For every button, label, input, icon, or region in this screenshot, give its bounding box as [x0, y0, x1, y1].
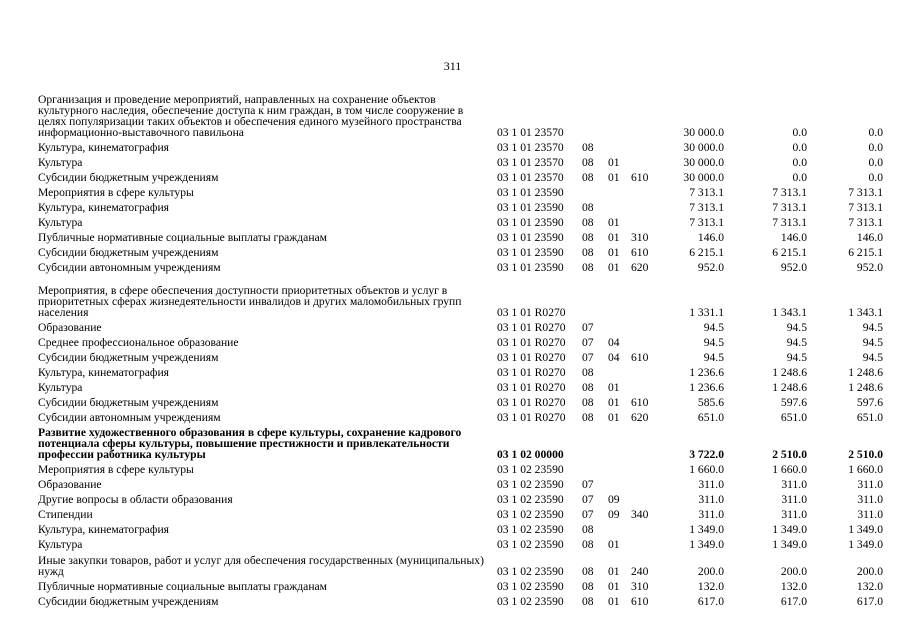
table-row	[0, 505, 905, 520]
row-value-3: 1 248.6	[848, 365, 883, 379]
table-row	[0, 592, 905, 607]
row-expense-type: 610	[631, 245, 649, 259]
row-value-1: 1 331.1	[689, 305, 724, 319]
table-row	[0, 228, 905, 243]
row-value-3: 952.0	[856, 260, 883, 274]
table-row	[0, 318, 905, 333]
row-code: 03 1 01 23570	[497, 170, 564, 184]
row-value-2: 1 343.1	[772, 305, 807, 319]
row-value-3: 311.0	[857, 507, 883, 521]
row-value-3: 0.0	[868, 140, 883, 154]
row-name: Культура, кинематография	[38, 365, 169, 379]
row-code: 03 1 01 23590	[497, 260, 564, 274]
row-code: 03 1 02 23590	[497, 492, 564, 506]
row-value-1: 132.0	[697, 579, 724, 593]
row-section: 07	[582, 350, 594, 364]
row-name: Иные закупки товаров, работ и услуг для обеспечения государственных (муниципальных) нужд	[38, 553, 484, 578]
row-section: 08	[582, 594, 594, 608]
row-expense-type: 340	[631, 507, 649, 521]
row-value-1: 6 215.1	[689, 245, 724, 259]
row-value-3: 6 215.1	[848, 245, 883, 259]
row-value-3: 146.0	[856, 230, 883, 244]
row-value-2: 311.0	[781, 477, 807, 491]
row-name: Мероприятия, в сфере обеспечения доступности приоритетных объектов и услуг в приоритетных сферах жизнедеятельности инвалидов и других маломобильных групп населения	[38, 283, 462, 319]
row-section: 08	[582, 245, 594, 259]
row-value-2: 1 248.6	[772, 365, 807, 379]
row-section: 08	[582, 200, 594, 214]
row-expense-type: 620	[631, 410, 649, 424]
row-code: 03 1 01 R0270	[497, 350, 566, 364]
row-code: 03 1 01 23570	[497, 155, 564, 169]
row-value-2: 617.0	[780, 594, 807, 608]
row-value-3: 94.5	[862, 350, 883, 364]
row-code: 03 1 01 23590	[497, 230, 564, 244]
table-row	[0, 577, 905, 592]
table-row	[0, 550, 905, 577]
row-value-1: 1 236.6	[689, 380, 724, 394]
row-value-3: 1 248.6	[848, 380, 883, 394]
row-value-2: 0.0	[792, 155, 807, 169]
row-value-2: 0.0	[792, 170, 807, 184]
row-subsection: 01	[608, 380, 620, 394]
row-value-3: 94.5	[862, 320, 883, 334]
row-subsection: 09	[608, 492, 620, 506]
row-name: Публичные нормативные социальные выплаты гражданам	[38, 230, 327, 244]
row-name: Субсидии автономным учреждениям	[38, 410, 221, 424]
row-section: 08	[582, 395, 594, 409]
row-subsection: 01	[608, 230, 620, 244]
table-row	[0, 333, 905, 348]
row-value-3: 7 313.1	[848, 185, 883, 199]
row-name: Субсидии бюджетным учреждениям	[38, 594, 219, 608]
row-name: Субсидии бюджетным учреждениям	[38, 350, 219, 364]
row-name: Культура	[38, 155, 83, 169]
row-value-3: 132.0	[856, 579, 883, 593]
row-code: 03 1 01 23590	[497, 185, 564, 199]
row-value-2: 651.0	[780, 410, 807, 424]
row-value-3: 651.0	[856, 410, 883, 424]
row-name: Субсидии автономным учреждениям	[38, 260, 221, 274]
row-value-2: 6 215.1	[772, 245, 807, 259]
row-value-3: 7 313.1	[848, 200, 883, 214]
row-name: Субсидии бюджетным учреждениям	[38, 395, 219, 409]
row-subsection: 01	[608, 579, 620, 593]
row-section: 07	[582, 507, 594, 521]
row-subsection: 04	[608, 350, 620, 364]
row-section: 07	[582, 492, 594, 506]
row-name: Мероприятия в сфере культуры	[38, 185, 194, 199]
table-row	[0, 273, 905, 318]
row-value-3: 0.0	[868, 126, 883, 139]
row-subsection: 01	[608, 155, 620, 169]
row-name: Развитие художественного образования в сфере культуры, сохранение кадрового потенциала сферы культуры, повышение престижности и привлекательности профессии работника культуры	[38, 425, 462, 461]
row-section: 08	[582, 537, 594, 551]
row-section: 08	[582, 215, 594, 229]
row-name: Культура, кинематография	[38, 200, 169, 214]
row-code: 03 1 01 R0270	[497, 320, 566, 334]
row-value-2: 952.0	[780, 260, 807, 274]
row-value-2: 1 349.0	[772, 537, 807, 551]
table-row	[0, 198, 905, 213]
row-expense-type: 240	[631, 564, 649, 578]
row-name: Другие вопросы в области образования	[38, 492, 233, 506]
row-value-3: 311.0	[857, 477, 883, 491]
table-row	[0, 82, 905, 138]
row-section: 08	[582, 260, 594, 274]
row-value-1: 30 000.0	[683, 170, 724, 184]
row-expense-type: 310	[631, 230, 649, 244]
row-subsection: 01	[608, 245, 620, 259]
row-code: 03 1 01 23590	[497, 215, 564, 229]
row-name: Субсидии бюджетным учреждениям	[38, 245, 219, 259]
row-name: Среднее профессиональное образование	[38, 335, 239, 349]
row-value-1: 585.6	[697, 395, 724, 409]
row-value-3: 617.0	[856, 594, 883, 608]
table-row	[0, 138, 905, 153]
row-subsection: 01	[608, 215, 620, 229]
row-section: 08	[582, 410, 594, 424]
row-code: 03 1 01 23590	[497, 245, 564, 259]
row-name: Публичные нормативные социальные выплаты гражданам	[38, 579, 327, 593]
row-value-3: 1 660.0	[848, 462, 883, 476]
row-code: 03 1 02 23590	[497, 522, 564, 536]
row-value-1: 1 349.0	[689, 537, 724, 551]
row-value-2: 94.5	[786, 320, 807, 334]
row-value-1: 7 313.1	[689, 215, 724, 229]
row-value-1: 617.0	[697, 594, 724, 608]
row-value-2: 7 313.1	[772, 200, 807, 214]
row-value-1: 3 722.0	[689, 447, 724, 461]
row-value-3: 0.0	[868, 155, 883, 169]
row-code: 03 1 02 23590	[497, 507, 564, 521]
table-row	[0, 153, 905, 168]
table-row	[0, 213, 905, 228]
table-row-section-header	[0, 423, 905, 460]
row-code: 03 1 01 23570	[497, 126, 564, 139]
row-section: 07	[582, 335, 594, 349]
row-section: 08	[582, 365, 594, 379]
table-row	[0, 243, 905, 258]
row-value-3: 1 349.0	[848, 537, 883, 551]
row-value-2: 1 248.6	[772, 380, 807, 394]
row-code: 03 1 01 23570	[497, 140, 564, 154]
row-code: 03 1 01 R0270	[497, 335, 566, 349]
row-value-1: 1 660.0	[689, 462, 724, 476]
row-value-1: 7 313.1	[689, 200, 724, 214]
table-row	[0, 363, 905, 378]
row-value-1: 311.0	[698, 492, 724, 506]
row-section: 08	[582, 380, 594, 394]
row-value-1: 94.5	[703, 320, 724, 334]
row-value-2: 132.0	[780, 579, 807, 593]
row-subsection: 01	[608, 170, 620, 184]
row-section: 07	[582, 320, 594, 334]
row-value-1: 952.0	[697, 260, 724, 274]
row-value-1: 7 313.1	[689, 185, 724, 199]
row-name: Образование	[38, 320, 102, 334]
row-value-1: 651.0	[697, 410, 724, 424]
row-name: Культура	[38, 380, 83, 394]
row-value-3: 1 343.1	[848, 305, 883, 319]
row-value-2: 0.0	[792, 140, 807, 154]
row-value-2: 597.6	[780, 395, 807, 409]
row-value-3: 7 313.1	[848, 215, 883, 229]
row-name: Организация и проведение мероприятий, направленных на сохранение объектов культурного наследия, обеспечение доступа к ним граждан, в том числе сооружение в целях популяризации таких объектов и обеспечения единого музейного пространства информационно-выставочного павильона	[38, 93, 464, 139]
row-code: 03 1 01 R0270	[497, 305, 566, 319]
row-name: Мероприятия в сфере культуры	[38, 462, 194, 476]
row-value-1: 1 236.6	[689, 365, 724, 379]
row-subsection: 01	[608, 410, 620, 424]
row-value-2: 94.5	[786, 350, 807, 364]
row-value-2: 311.0	[781, 492, 807, 506]
row-section: 08	[582, 140, 594, 154]
row-expense-type: 310	[631, 579, 649, 593]
row-value-2: 7 313.1	[772, 215, 807, 229]
row-section: 08	[582, 522, 594, 536]
table-row	[0, 258, 905, 273]
row-subsection: 04	[608, 335, 620, 349]
row-section: 08	[582, 170, 594, 184]
row-code: 03 1 02 23590	[497, 537, 564, 551]
row-expense-type: 610	[631, 350, 649, 364]
row-value-1: 30 000.0	[683, 155, 724, 169]
row-section: 08	[582, 564, 594, 578]
budget-table	[0, 82, 905, 607]
row-section: 07	[582, 477, 594, 491]
row-code: 03 1 02 23590	[497, 462, 564, 476]
row-code: 03 1 02 23590	[497, 477, 564, 491]
row-value-2: 0.0	[792, 126, 807, 139]
table-row	[0, 183, 905, 198]
row-value-1: 311.0	[698, 507, 724, 521]
row-value-1: 200.0	[697, 564, 724, 578]
row-value-3: 597.6	[856, 395, 883, 409]
row-value-1: 146.0	[697, 230, 724, 244]
table-row	[0, 535, 905, 550]
row-value-2: 146.0	[780, 230, 807, 244]
row-subsection: 01	[608, 260, 620, 274]
row-name: Образование	[38, 477, 102, 491]
row-value-1: 94.5	[703, 350, 724, 364]
table-row	[0, 348, 905, 363]
row-code: 03 1 01 R0270	[497, 410, 566, 424]
row-value-2: 1 349.0	[772, 522, 807, 536]
table-row	[0, 168, 905, 183]
row-section: 08	[582, 155, 594, 169]
row-name: Культура	[38, 537, 83, 551]
row-name: Культура, кинематография	[38, 522, 169, 536]
table-row	[0, 490, 905, 505]
row-value-2: 2 510.0	[772, 447, 807, 461]
row-name: Стипендии	[38, 507, 93, 521]
row-value-1: 30 000.0	[683, 126, 724, 139]
row-subsection: 09	[608, 507, 620, 521]
row-subsection: 01	[608, 537, 620, 551]
row-code: 03 1 01 23590	[497, 200, 564, 214]
row-value-3: 0.0	[868, 170, 883, 184]
row-value-3: 1 349.0	[848, 522, 883, 536]
row-code: 03 1 02 23590	[497, 594, 564, 608]
row-value-2: 311.0	[781, 507, 807, 521]
table-row	[0, 520, 905, 535]
row-value-1: 1 349.0	[689, 522, 724, 536]
row-subsection: 01	[608, 564, 620, 578]
row-value-2: 7 313.1	[772, 185, 807, 199]
row-subsection: 01	[608, 395, 620, 409]
row-expense-type: 610	[631, 170, 649, 184]
row-value-3: 94.5	[862, 335, 883, 349]
row-code: 03 1 02 23590	[497, 564, 564, 578]
row-value-2: 1 660.0	[772, 462, 807, 476]
table-row	[0, 475, 905, 490]
row-value-2: 200.0	[780, 564, 807, 578]
row-name: Культура	[38, 215, 83, 229]
row-value-1: 30 000.0	[683, 140, 724, 154]
table-row	[0, 460, 905, 475]
row-code: 03 1 01 R0270	[497, 395, 566, 409]
row-expense-type: 620	[631, 260, 649, 274]
row-value-3: 200.0	[856, 564, 883, 578]
row-subsection: 01	[608, 594, 620, 608]
row-value-2: 94.5	[786, 335, 807, 349]
row-code: 03 1 01 R0270	[497, 365, 566, 379]
row-expense-type: 610	[631, 594, 649, 608]
row-name: Культура, кинематография	[38, 140, 169, 154]
row-value-1: 311.0	[698, 477, 724, 491]
row-value-1: 94.5	[703, 335, 724, 349]
row-code: 03 1 02 23590	[497, 579, 564, 593]
table-row	[0, 378, 905, 393]
row-expense-type: 610	[631, 395, 649, 409]
row-code: 03 1 01 R0270	[497, 380, 566, 394]
table-row	[0, 408, 905, 423]
row-section: 08	[582, 230, 594, 244]
row-code: 03 1 02 00000	[497, 447, 564, 461]
page-number: 311	[443, 59, 462, 73]
row-value-3: 311.0	[857, 492, 883, 506]
row-name: Субсидии бюджетным учреждениям	[38, 170, 219, 184]
row-section: 08	[582, 579, 594, 593]
row-value-3: 2 510.0	[848, 447, 883, 461]
table-row	[0, 393, 905, 408]
